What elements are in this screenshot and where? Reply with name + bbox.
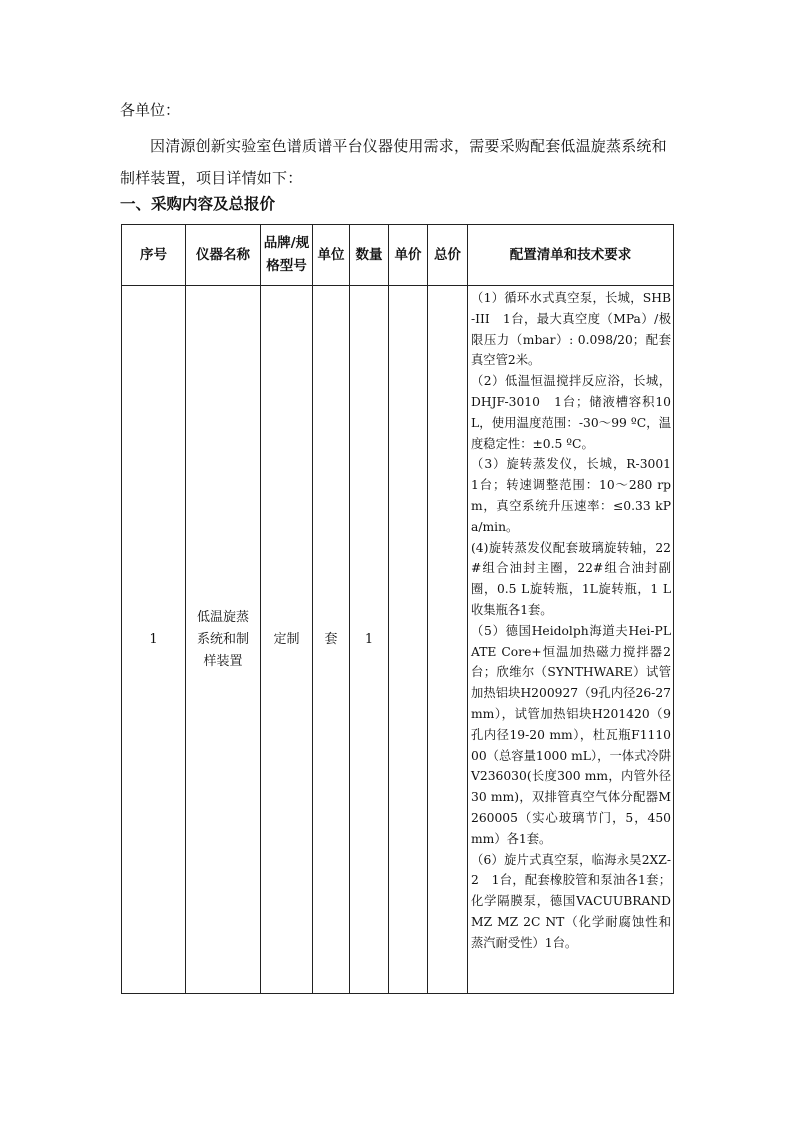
cell-spec bbox=[468, 286, 684, 994]
header-brand-model: 品牌/规格型号 bbox=[261, 225, 313, 286]
procurement-table bbox=[121, 224, 684, 994]
header-spec: 配置清单和技术要求 bbox=[468, 225, 674, 286]
table-header-row bbox=[122, 225, 674, 286]
header-quantity: 数量 bbox=[350, 225, 389, 286]
spec-item-6: （6）旋片式真空泵，临海永昊2XZ-2 1台，配套橡胶管和泵油各1套；化学隔膜泵，德国VACUUBRANDMZ MZ 2C NT（化学耐腐蚀性和蒸汽耐受性）1台。 bbox=[471, 852, 671, 950]
spec-item-4: (4)旋转蒸发仪配套玻璃旋转轴，22#组合油封主圈，22#组合油封副圈，0.5 L旋转瓶，1L旋转瓶，1 L收集瓶各1套。 bbox=[471, 540, 671, 617]
cell-instrument-name: 低温旋蒸系统和制样装置 bbox=[186, 286, 261, 994]
cell-index: 1 bbox=[122, 286, 186, 994]
section-title: 一、采购内容及总报价 bbox=[120, 194, 276, 213]
cell-brand-model: 定制 bbox=[261, 286, 313, 994]
cell-total-price bbox=[428, 286, 468, 994]
salutation: 各单位： bbox=[120, 101, 181, 119]
spec-item-3: （3）旋转蒸发仪，长城，R-3001 1台；转速调整范围：10～280 rpm，真空系统升压速率：≤0.33 kPa/min。 bbox=[471, 457, 684, 534]
header-index: 序号 bbox=[122, 225, 186, 286]
table-row bbox=[122, 286, 674, 994]
intro-paragraph: 因清源创新实验室色谱质谱平台仪器使用需求，需要采购配套低温旋蒸系统和制样装置，项目详情如下： bbox=[120, 137, 667, 187]
header-unit-price: 单价 bbox=[389, 225, 428, 286]
header-unit: 单位 bbox=[313, 225, 350, 286]
cell-unit: 套 bbox=[313, 286, 350, 994]
header-total-price: 总价 bbox=[428, 225, 468, 286]
cell-unit-price bbox=[389, 286, 428, 994]
spec-item-1: （1）循环水式真空泵，长城，SHB-III 1台，最大真空度（MPa）/极限压力（mbar）: 0.098/20；配套真空管2米。 bbox=[471, 291, 671, 368]
cell-quantity: 1 bbox=[350, 286, 389, 994]
header-instrument-name: 仪器名称 bbox=[186, 225, 261, 286]
spec-item-2: （2）低温恒温搅拌反应浴，长城，DHJF-3010 1台；储液槽容积10 L，使用温度范围：-30～99 ºC，温度稳定性：±0.5 ºC。 bbox=[471, 374, 671, 451]
spec-item-5: （5）德国Heidolph海道夫Hei-PLATE Core+恒温加热磁力搅拌器2台；欣维尔（SYNTHWARE）试管加热铝块H200927（9孔内径26-27 mm），试管加热铝块H201420（9孔内径19-20 mm），杜瓦瓶F111000（总容量1000 mL），一体式冷阱V236030(长度300 mm，内管外径30 mm)，双排管真空气体分配器M260005（实心玻璃节门，5，450 mm）各1套。 bbox=[471, 623, 671, 846]
